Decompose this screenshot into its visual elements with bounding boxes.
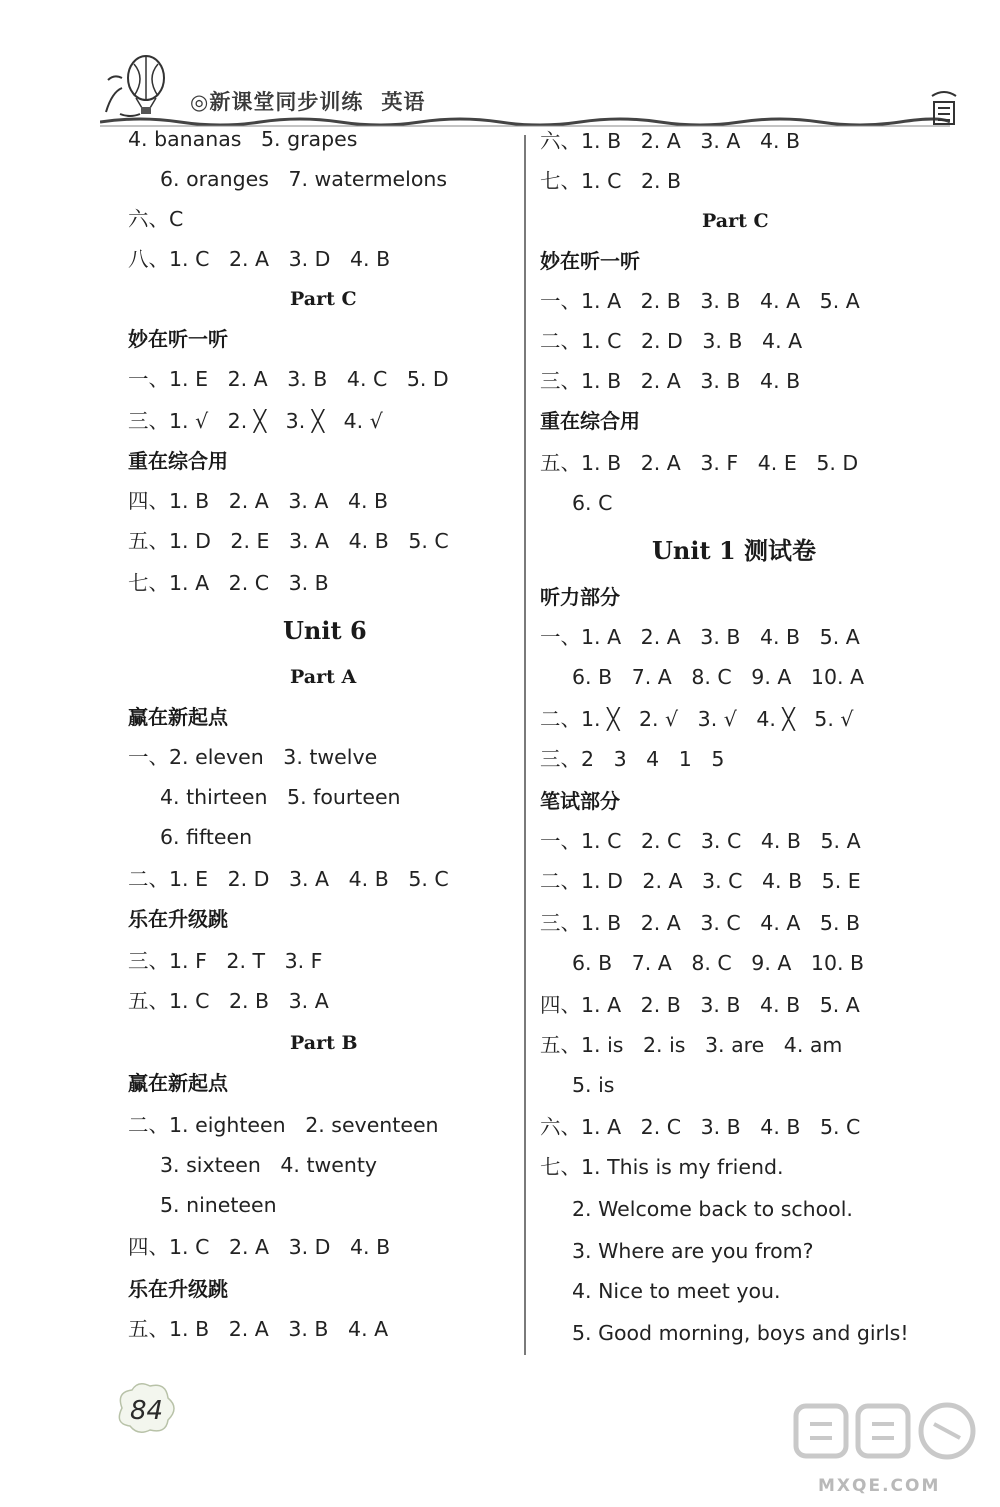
page-header: [0, 0, 1000, 140]
section-title: 妙在听一听: [540, 249, 640, 273]
answer-line: 五、1. is 2. is 3. are 4. am: [540, 1033, 843, 1057]
answer-line: 6. fifteen: [160, 825, 253, 849]
section-title: 妙在听一听: [128, 327, 228, 351]
corner-decoration-icon: [928, 88, 960, 128]
answer-line: 三、1. B 2. A 3. B 4. B: [540, 369, 801, 393]
answer-line: 二、1. D 2. A 3. C 4. B 5. E: [540, 869, 861, 893]
answer-line: 一、1. A 2. B 3. B 4. A 5. A: [540, 289, 860, 313]
section-title: 笔试部分: [540, 789, 620, 813]
answer-line: 五、1. C 2. B 3. A: [128, 989, 329, 1013]
answer-line: 二、1. C 2. D 3. B 4. A: [540, 329, 803, 353]
answer-line: 4. thirteen 5. fourteen: [160, 785, 401, 809]
answer-line: 四、1. A 2. B 3. B 4. B 5. A: [540, 993, 860, 1017]
series-name: ◎新课堂同步训练: [190, 90, 364, 114]
answer-line: 八、1. C 2. A 3. D 4. B: [128, 247, 391, 271]
answer-line: 六、1. B 2. A 3. A 4. B: [540, 129, 801, 153]
answer-line: 三、1. F 2. T 3. F: [128, 949, 323, 973]
section-title: 赢在新起点: [128, 1071, 228, 1095]
section-title: 听力部分: [540, 585, 620, 609]
part-heading: Part A: [290, 666, 357, 688]
subject-label: 英语: [381, 90, 426, 114]
answer-line: 五、1. B 2. A 3. F 4. E 5. D: [540, 451, 859, 475]
watermark-text: MXQE.COM: [818, 1476, 941, 1496]
answer-line: 四、1. B 2. A 3. A 4. B: [128, 489, 389, 513]
answer-line: 一、1. C 2. C 3. C 4. B 5. A: [540, 829, 861, 853]
answer-line: 五、1. D 2. E 3. A 4. B 5. C: [128, 529, 449, 553]
answer-line: 六、1. A 2. C 3. B 4. B 5. C: [540, 1115, 861, 1139]
watermark-logo: [792, 1400, 982, 1480]
answer-line: 6. B 7. A 8. C 9. A 10. B: [572, 951, 865, 975]
answer-line: 五、1. B 2. A 3. B 4. A: [128, 1317, 389, 1341]
answer-line: 七、1. C 2. B: [540, 169, 682, 193]
answer-line: 3. sixteen 4. twenty: [160, 1153, 378, 1177]
unit-title: Unit 1 测试卷: [652, 536, 816, 565]
answer-line: 一、1. E 2. A 3. B 4. C 5. D: [128, 367, 449, 391]
answer-line: 5. Good morning, boys and girls!: [572, 1321, 909, 1345]
answer-line: 六、C: [128, 207, 184, 231]
answer-line: 四、1. C 2. A 3. D 4. B: [128, 1235, 391, 1259]
section-title: 重在综合用: [128, 449, 228, 473]
page-number: 84: [130, 1396, 164, 1426]
answer-line: 一、2. eleven 3. twelve: [128, 745, 378, 769]
section-title: 赢在新起点: [128, 705, 228, 729]
answer-line: 一、1. A 2. A 3. B 4. B 5. A: [540, 625, 860, 649]
answer-line: 2. Welcome back to school.: [572, 1197, 853, 1221]
answer-line: 三、2 3 4 1 5: [540, 747, 725, 771]
answer-line: 二、1. ╳ 2. √ 3. √ 4. ╳ 5. √: [540, 707, 854, 731]
part-heading: Part B: [290, 1032, 358, 1054]
section-title: 重在综合用: [540, 409, 640, 433]
column-divider: [524, 135, 526, 1355]
answer-line: 三、1. B 2. A 3. C 4. A 5. B: [540, 911, 861, 935]
answer-line: 6. B 7. A 8. C 9. A 10. A: [572, 665, 865, 689]
answer-line: 二、1. E 2. D 3. A 4. B 5. C: [128, 867, 449, 891]
part-heading: Part C: [702, 210, 769, 232]
answer-line: 6. oranges 7. watermelons: [160, 167, 448, 191]
answer-line: 三、1. √ 2. ╳ 3. ╳ 4. √: [128, 409, 383, 433]
answer-line: 4. Nice to meet you.: [572, 1279, 781, 1303]
answer-line: 5. is: [572, 1073, 615, 1097]
answer-line: 二、1. eighteen 2. seventeen: [128, 1113, 439, 1137]
unit-title: Unit 6: [283, 616, 367, 645]
answer-line: 4. bananas 5. grapes: [128, 127, 358, 151]
answer-line: 6. C: [572, 491, 613, 515]
part-heading: Part C: [290, 288, 357, 310]
answer-line: 七、1. A 2. C 3. B: [128, 571, 329, 595]
section-title: 乐在升级跳: [128, 907, 228, 931]
answer-line: 5. nineteen: [160, 1193, 277, 1217]
answer-line: 七、1. This is my friend.: [540, 1155, 784, 1179]
section-title: 乐在升级跳: [128, 1277, 228, 1301]
answer-line: 3. Where are you from?: [572, 1239, 814, 1263]
